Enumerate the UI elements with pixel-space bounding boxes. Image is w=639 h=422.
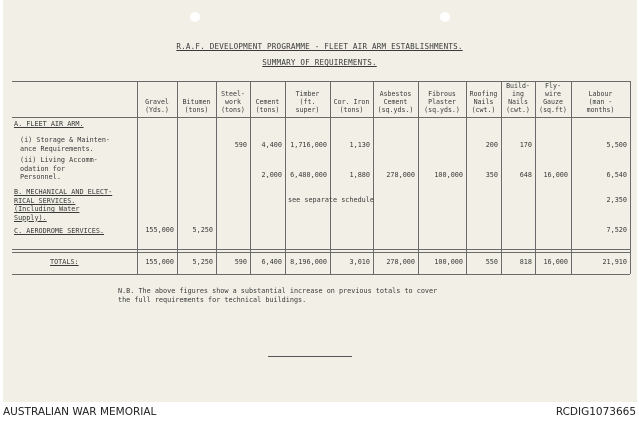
column-rule bbox=[630, 81, 631, 274]
table-cell: 6,400 bbox=[261, 258, 282, 266]
column-header: Fly- wire Gauze (sq.ft) bbox=[539, 82, 567, 114]
table-cell: 1,130 bbox=[349, 141, 370, 149]
column-header: Fibrous Plaster (sq.yds.) bbox=[424, 90, 460, 114]
table-cell: 648 bbox=[519, 171, 532, 179]
totals-label: TOTALS: bbox=[50, 258, 79, 266]
table-cell: 590 bbox=[234, 258, 247, 266]
table-cell: 155,000 bbox=[145, 226, 174, 234]
note: N.B. The above figures show a substantial increase on previous totals to cover the full requirements for technical buildings. bbox=[118, 287, 438, 304]
footer-id: RCDIG1073665 bbox=[555, 406, 636, 418]
signature-line bbox=[268, 356, 352, 357]
table-cell: 100,000 bbox=[434, 171, 463, 179]
table-cell: 16,000 bbox=[543, 171, 568, 179]
table-cell: 170 bbox=[519, 141, 532, 149]
table-cell: 818 bbox=[519, 258, 532, 266]
table-cell: 5,500 bbox=[606, 141, 627, 149]
row-label: (i) Storage & Mainten- ance Requirements. bbox=[20, 136, 111, 153]
table-cell: 6,540 bbox=[606, 171, 627, 179]
footer-credit: AUSTRALIAN WAR MEMORIAL bbox=[3, 406, 157, 418]
table-rule bbox=[12, 252, 630, 253]
table-cell: 3,010 bbox=[349, 258, 370, 266]
table-cell: 4,400 bbox=[261, 141, 282, 149]
table-cell: 278,000 bbox=[386, 258, 415, 266]
section-c-label: C. AERODROME SERVICES. bbox=[14, 227, 105, 235]
column-header: Build- ing Nails (cwt.) bbox=[506, 82, 530, 114]
table-cell-note: see separate schedule bbox=[288, 196, 374, 204]
table-cell: 5,250 bbox=[192, 226, 213, 234]
table-rule bbox=[12, 274, 630, 275]
table-cell: 100,000 bbox=[434, 258, 463, 266]
column-header: Bitumen (tons) bbox=[182, 98, 211, 114]
table-cell: 2,350 bbox=[606, 196, 627, 204]
section-b-label: B. MECHANICAL AND ELECT- RICAL SERVICES. (Including Water Supply). bbox=[14, 188, 113, 222]
column-header: Asbestos Cement (sq.yds.) bbox=[377, 90, 414, 114]
table-cell: 6,480,000 bbox=[290, 171, 327, 179]
table-cell: 7,520 bbox=[606, 226, 627, 234]
table-cell: 1,880 bbox=[349, 171, 370, 179]
document-title: R.A.F. DEVELOPMENT PROGRAMME - FLEET AIR ARM ESTABLISHMENTS. bbox=[176, 42, 463, 51]
column-header: Roofing Nails (cwt.) bbox=[469, 90, 498, 114]
column-header: Timber (ft. super) bbox=[295, 90, 320, 114]
column-header: Cor. Iron (tons) bbox=[333, 98, 370, 114]
table-cell: 2,000 bbox=[261, 171, 282, 179]
column-header: Labour (man - months) bbox=[586, 90, 615, 114]
table-cell: 350 bbox=[485, 171, 498, 179]
column-header: Steel- work (tons) bbox=[221, 90, 245, 114]
table-rule bbox=[12, 117, 630, 118]
table-cell: 8,196,000 bbox=[290, 258, 327, 266]
row-label: (ii) Living Accomm- odation for Personnel. bbox=[20, 156, 98, 181]
table-rule bbox=[12, 249, 630, 250]
document-subtitle: SUMMARY OF REQUIREMENTS. bbox=[262, 58, 377, 67]
table-cell: 21,910 bbox=[602, 258, 627, 266]
table-cell: 550 bbox=[485, 258, 498, 266]
table-cell: 16,000 bbox=[543, 258, 568, 266]
table-cell: 1,716,000 bbox=[290, 141, 327, 149]
column-header: Cement (tons) bbox=[255, 98, 280, 114]
table-cell: 590 bbox=[234, 141, 247, 149]
table-cell: 155,000 bbox=[145, 258, 174, 266]
column-header: Gravel (Yds.) bbox=[145, 98, 169, 114]
table-cell: 5,250 bbox=[192, 258, 213, 266]
section-a-label: A. FLEET AIR ARM. bbox=[14, 120, 84, 128]
table-cell: 278,000 bbox=[386, 171, 415, 179]
table-cell: 200 bbox=[485, 141, 498, 149]
